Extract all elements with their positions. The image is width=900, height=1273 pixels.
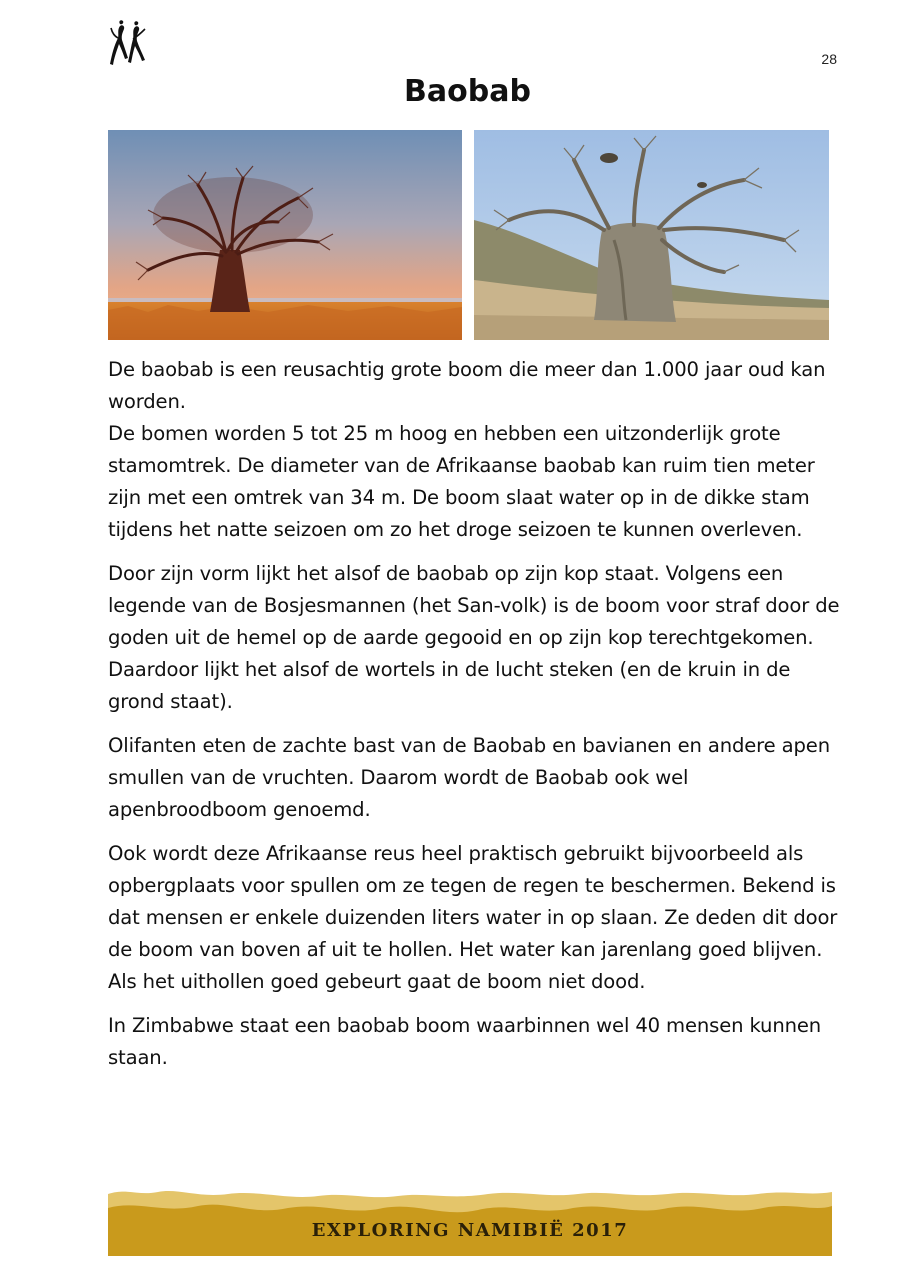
paragraph-usage: Ook wordt deze Afrikaanse reus heel praktisch gebruikt bijvoorbeeld als opbergplaats voor spullen om ze tegen de regen te beschermen. Bekend is dat mensen er enkele duizenden liters water in op slaan. Ze deden dit door de boom van boven af uit te hollen. Het water kan jarenlang goed blijven. Als het uithollen goed gebeurt gaat de boom niet dood.	[108, 842, 838, 993]
page-title: Baobab	[404, 74, 531, 109]
paragraph-dimensions: De bomen worden 5 tot 25 m hoog en hebben een uitzonderlijk grote stamomtrek. De diameter van de Afrikaanse baobab kan ruim tien meter zijn met een omtrek van 34 m. De boom slaat water op in de dikke stam tijdens het natte seizoen om zo het droge seizoen te kunnen overleven.	[108, 422, 815, 541]
article-body	[108, 354, 843, 1086]
paragraph-zimbabwe: In Zimbabwe staat een baobab boom waarbinnen wel 40 mensen kunnen staan.	[108, 1014, 822, 1069]
paragraph-legend: Door zijn vorm lijkt het alsof de baobab op zijn kop staat. Volgens een legende van de Bosjesmannen (het San-volk) is de boom voor straf door de goden uit de hemel op de aarde gegooid en op zijn kop terechtgekomen. Daardoor lijkt het alsof de wortels in de lucht steken (en de kruin in de grond staat).	[108, 562, 840, 713]
baobab-sunset-photo	[108, 130, 462, 340]
footer-title: EXPLORING NAMIBIË 2017	[311, 1220, 629, 1241]
page-number: 28	[821, 51, 837, 67]
paragraph-animals: Olifanten eten de zachte bast van de Baobab en bavianen en andere apen smullen van de vruchten. Daarom wordt de Baobab ook wel apenbroodboom genoemd.	[108, 734, 830, 821]
paragraph-intro: De baobab is een reusachtig grote boom die meer dan 1.000 jaar oud kan worden.	[108, 358, 826, 413]
baobab-daylight-photo	[474, 130, 829, 340]
dancers-logo-icon	[106, 18, 148, 68]
